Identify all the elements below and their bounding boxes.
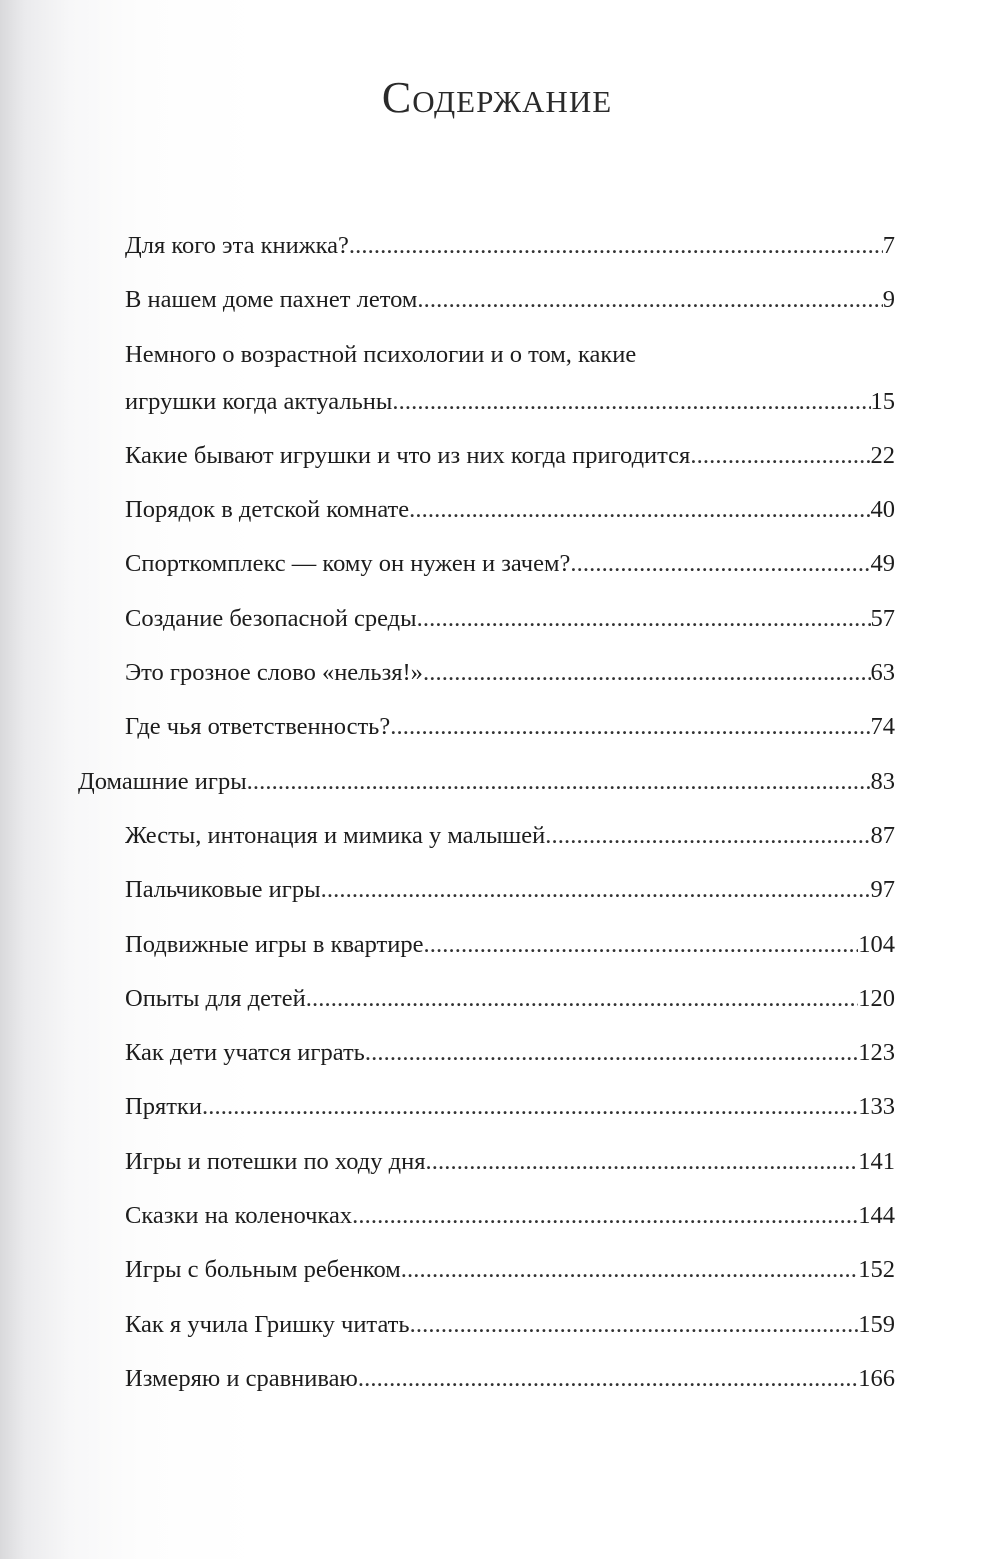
toc-entry[interactable] [78, 1138, 895, 1185]
dot-leader [410, 1301, 859, 1348]
toc-page-number: 120 [858, 984, 895, 1012]
toc-entry-title: игрушки когда актуальны [125, 387, 393, 415]
toc-section[interactable] [78, 758, 895, 805]
toc-entry-title: Где чья ответственность? [125, 713, 391, 741]
toc-page-number: 9 [882, 286, 895, 314]
toc-entry-title: Создание безопасной среды [125, 604, 417, 632]
dot-leader [349, 222, 883, 269]
toc-entry-title: Сказки на коленочках [125, 1202, 353, 1230]
toc-page-number: 141 [858, 1147, 895, 1175]
toc-entry-title: В нашем доме пахнет летом [125, 286, 418, 314]
toc-entry-title: Пальчиковые игры [125, 876, 321, 904]
toc-page-number: 63 [870, 659, 895, 687]
dot-leader [425, 1138, 858, 1185]
toc-entry[interactable] [78, 975, 895, 1022]
toc-page-number: 104 [858, 930, 895, 958]
toc-entry[interactable] [78, 1029, 895, 1076]
dot-leader [247, 758, 871, 805]
toc-page-number: 97 [870, 876, 895, 904]
toc-page-number: 83 [870, 767, 895, 795]
toc-entry-title: Порядок в детской комнате [125, 496, 410, 524]
toc-entry-title: Немного о возрастной психологии и о том, какие [125, 340, 637, 368]
toc-page-number: 7 [882, 232, 895, 259]
toc-entry[interactable] [78, 1301, 895, 1348]
dot-leader [417, 276, 882, 323]
dot-leader [321, 866, 871, 913]
dot-leader [545, 812, 870, 859]
toc-page-number: 166 [858, 1364, 895, 1392]
toc-entry[interactable] [78, 703, 895, 750]
toc-page-number: 152 [858, 1256, 895, 1284]
toc-page-number: 49 [870, 550, 895, 578]
table-of-contents [78, 222, 895, 1409]
toc-page-number: 87 [870, 821, 895, 849]
dot-leader [358, 1355, 858, 1402]
toc-entry-title: Спорткомплекс — кому он нужен и зачем? [125, 550, 571, 578]
toc-entry-title: Домашние игры [78, 767, 247, 795]
toc-entry[interactable] [78, 866, 895, 913]
dot-leader [570, 540, 870, 587]
dot-leader [423, 649, 871, 696]
toc-page-number: 15 [870, 387, 895, 415]
page-title: Содержание [381, 73, 613, 122]
dot-leader [202, 1083, 858, 1130]
toc-entry[interactable] [78, 1083, 895, 1130]
toc-entry-title: Опыты для детей [125, 984, 306, 1012]
toc-entry-title: Для кого эта книжка? [125, 232, 349, 259]
toc-entry[interactable] [78, 276, 895, 323]
toc-entry-title: Подвижные игры в квартире [125, 930, 424, 958]
toc-entry-title: Какие бывают игрушки и что из них когда пригодится [125, 441, 691, 469]
toc-page-number: 57 [870, 604, 895, 632]
dot-leader [365, 1029, 858, 1076]
dot-leader [423, 921, 858, 968]
toc-page-number: 22 [870, 441, 895, 469]
toc-entry[interactable] [78, 331, 895, 425]
toc-entry-title: Прятки [125, 1093, 202, 1121]
toc-entry[interactable] [78, 222, 895, 269]
toc-entry[interactable] [78, 921, 895, 968]
toc-entry[interactable] [78, 486, 895, 533]
dot-leader [390, 703, 870, 750]
dot-leader [417, 595, 871, 642]
toc-entry[interactable] [78, 649, 895, 696]
dot-leader [690, 432, 870, 479]
toc-entry-title: Игры с больным ребенком [125, 1256, 401, 1284]
toc-entry-title: Это грозное слово «нельзя!» [125, 659, 423, 687]
toc-page-number: 144 [858, 1202, 895, 1230]
dot-leader [352, 1192, 858, 1239]
toc-entry[interactable] [78, 812, 895, 859]
toc-entry-title: Жесты, интонация и мимика у малышей [125, 821, 546, 849]
toc-entry[interactable] [78, 540, 895, 587]
toc-page-number: 40 [870, 496, 895, 524]
toc-entry-title: Как я учила Гришку читать [125, 1310, 410, 1338]
toc-page-number: 123 [858, 1039, 895, 1067]
toc-entry-title: Как дети учатся играть [125, 1039, 365, 1067]
toc-entry[interactable] [78, 1192, 895, 1239]
toc-entry[interactable] [78, 1246, 895, 1293]
toc-page-number: 159 [858, 1310, 895, 1338]
toc-entry-title: Игры и потешки по ходу дня [125, 1147, 426, 1175]
dot-leader [306, 975, 859, 1022]
toc-entry-title: Измеряю и сравниваю [125, 1364, 358, 1392]
dot-leader [401, 1246, 858, 1293]
dot-leader [392, 378, 870, 425]
toc-entry[interactable] [78, 1355, 895, 1402]
toc-page-number: 74 [870, 713, 895, 741]
toc-entry[interactable] [78, 595, 895, 642]
toc-entry[interactable] [78, 432, 895, 479]
toc-page-number: 133 [858, 1093, 895, 1121]
dot-leader [409, 486, 870, 533]
